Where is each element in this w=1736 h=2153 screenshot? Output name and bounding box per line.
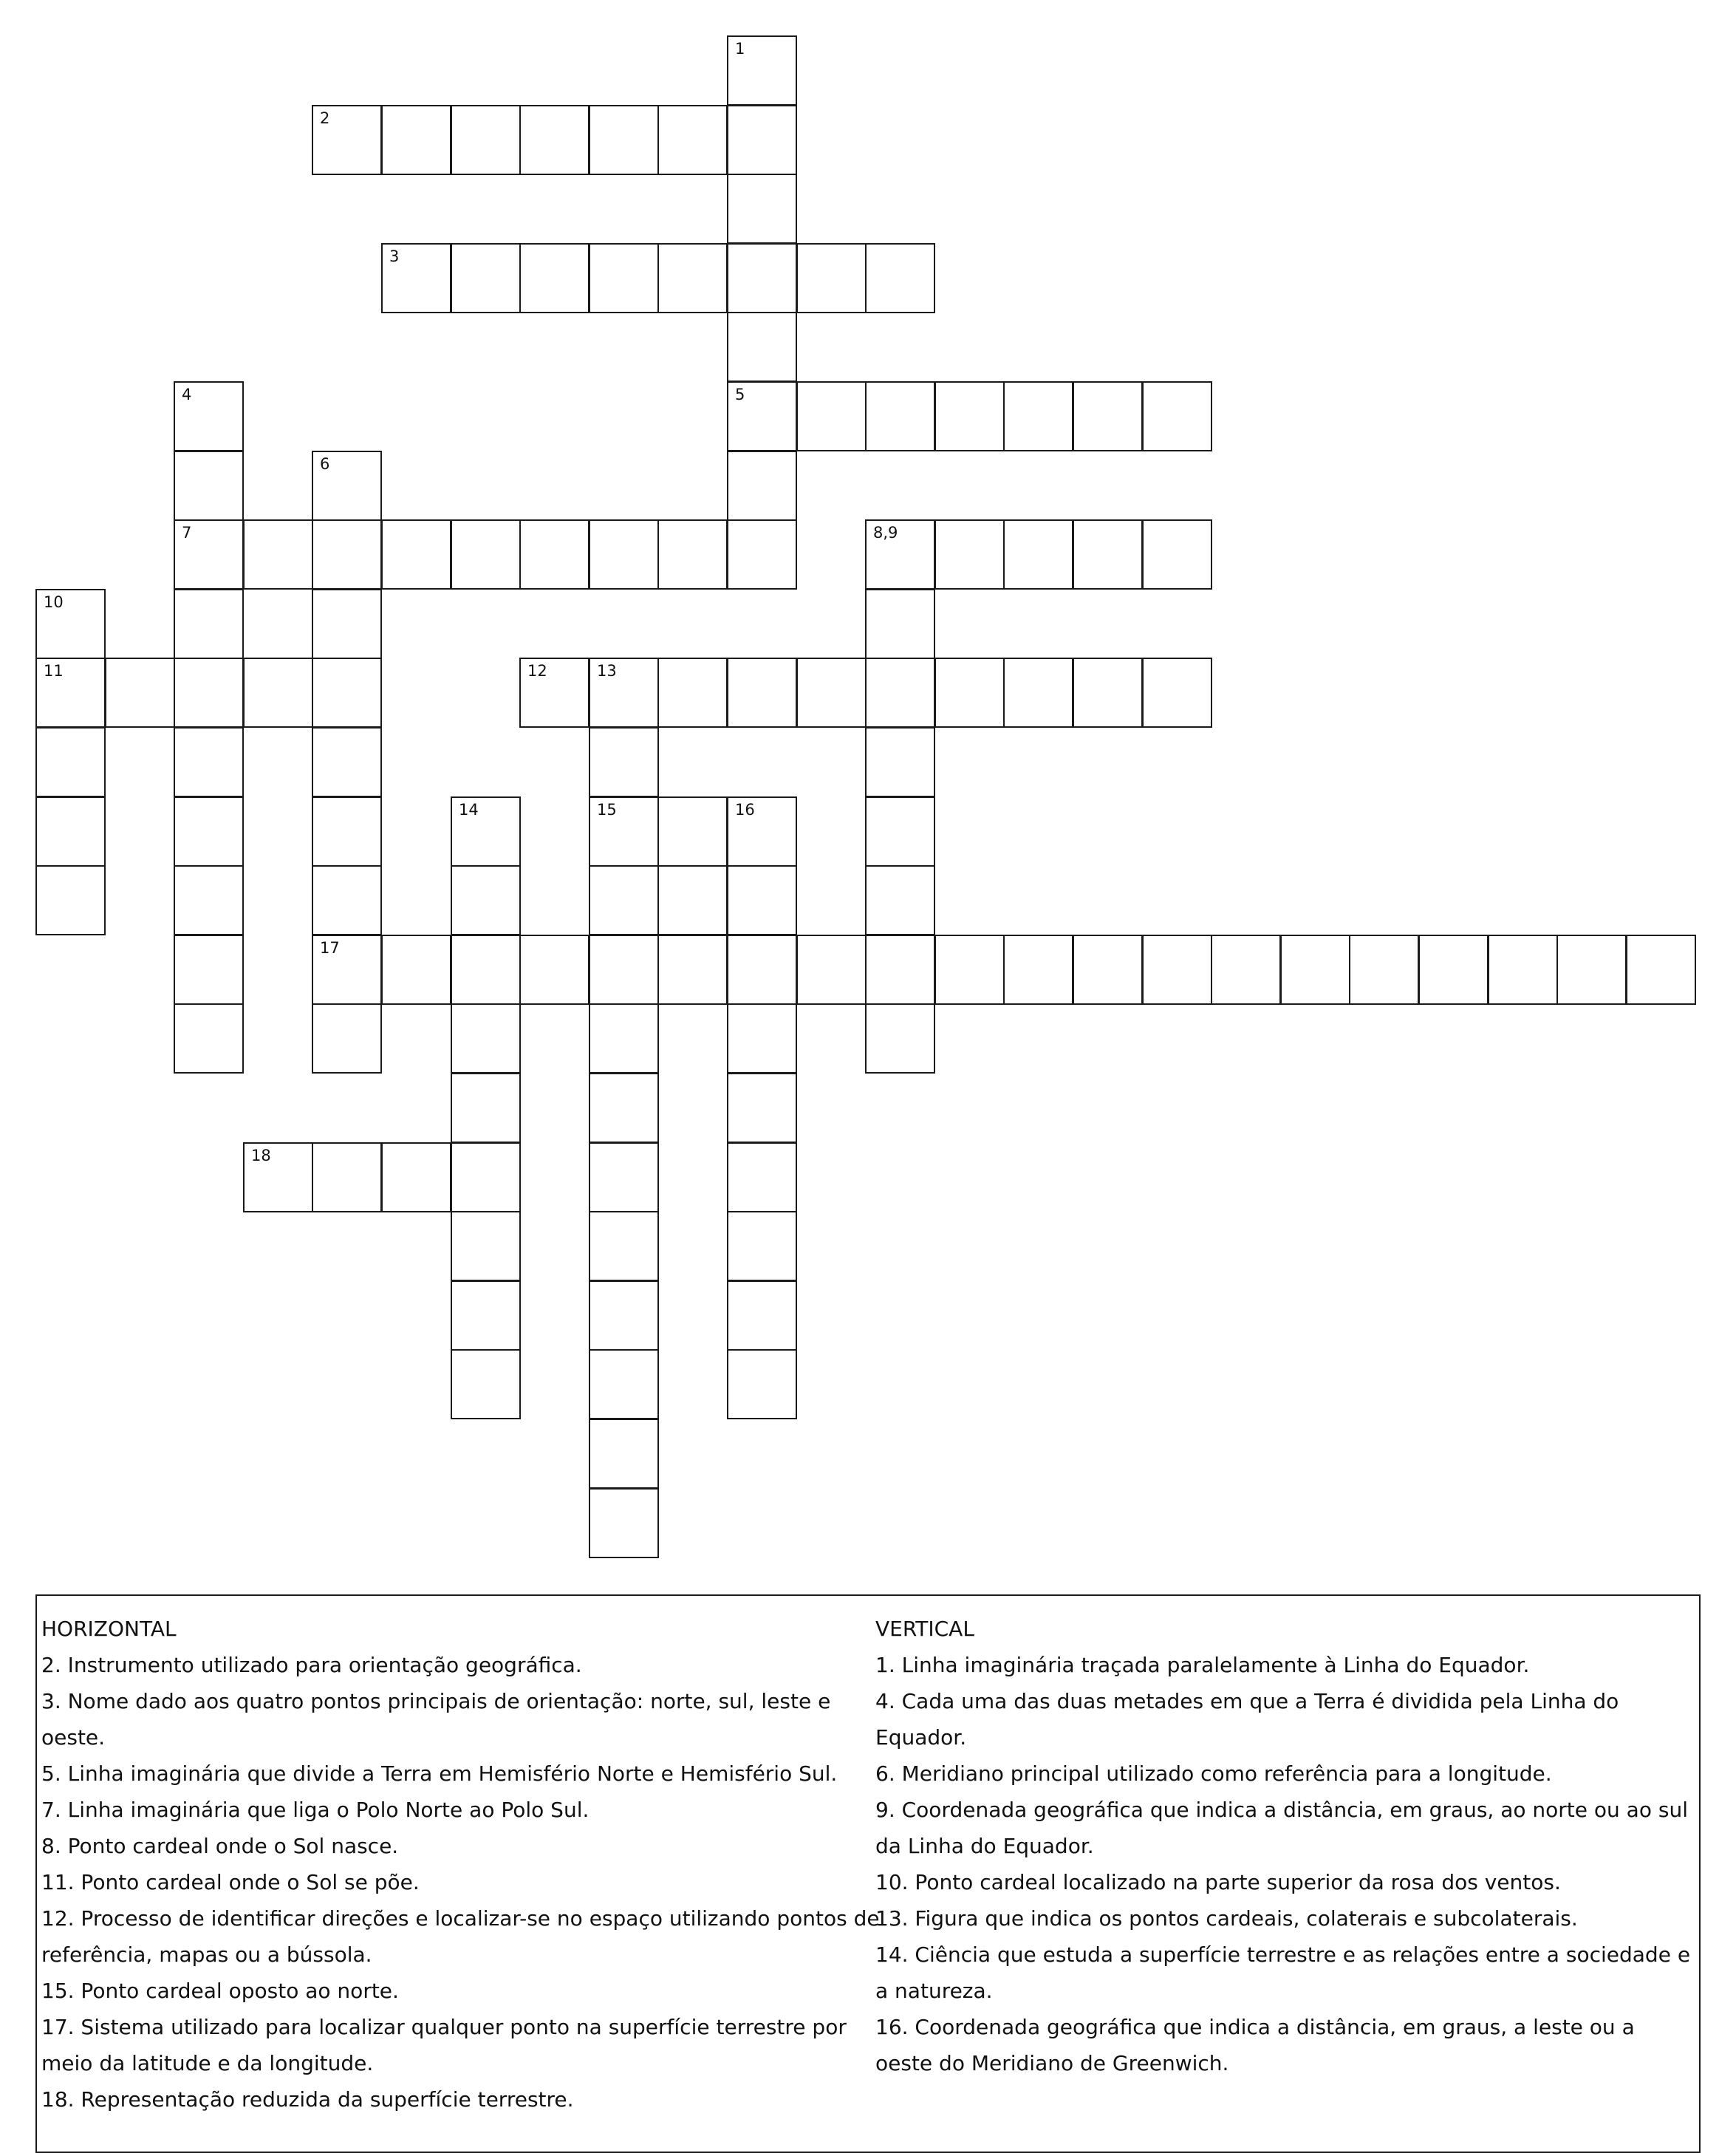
- crossword-cell[interactable]: [727, 935, 797, 1005]
- crossword-cell[interactable]: [934, 519, 1005, 590]
- crossword-cell[interactable]: [727, 658, 797, 728]
- crossword-cell[interactable]: [589, 1419, 659, 1489]
- crossword-cell[interactable]: [796, 935, 867, 1005]
- crossword-cell[interactable]: [727, 312, 797, 382]
- crossword-cell[interactable]: [865, 727, 935, 797]
- crossword-cell[interactable]: [381, 105, 451, 175]
- crossword-cell[interactable]: [312, 519, 382, 590]
- crossword-cell[interactable]: [1211, 935, 1281, 1005]
- clue-h-8: 8. Ponto cardeal onde o Sol nasce.: [41, 1834, 399, 1858]
- crossword-cell[interactable]: [381, 519, 451, 590]
- crossword-cell[interactable]: [1142, 381, 1212, 451]
- crossword-cell[interactable]: [381, 1142, 451, 1212]
- crossword-cell[interactable]: [934, 935, 1005, 1005]
- crossword-cell[interactable]: [657, 865, 728, 935]
- crossword-cell[interactable]: [589, 727, 659, 797]
- crossword-cell[interactable]: [727, 1073, 797, 1143]
- crossword-cell[interactable]: [727, 1003, 797, 1074]
- crossword-cell[interactable]: [519, 519, 590, 590]
- crossword-cell[interactable]: [589, 1211, 659, 1281]
- clue-v-10: 10. Ponto cardeal localizado na parte superior da rosa dos ventos.: [875, 1870, 1561, 1894]
- crossword-cell[interactable]: [1280, 935, 1350, 1005]
- clue-v-9: 9. Coordenada geográfica que indica a distância, em graus, ao norte ou ao sul da Linha do Equador.: [875, 1798, 1688, 1858]
- crossword-cell[interactable]: [727, 1349, 797, 1419]
- crossword-cell[interactable]: [727, 243, 797, 313]
- clue-h-11: 11. Ponto cardeal onde o Sol se põe.: [41, 1870, 420, 1894]
- crossword-cell[interactable]: [1073, 519, 1143, 590]
- crossword-cell[interactable]: [589, 105, 659, 175]
- clue-v-13: 13. Figura que indica os pontos cardeais, colaterais e subcolaterais.: [875, 1906, 1578, 1931]
- crossword-cell-8-9[interactable]: [865, 519, 935, 590]
- crossword-cell[interactable]: [451, 1211, 521, 1281]
- crossword-cell[interactable]: [105, 658, 175, 728]
- crossword-cell[interactable]: [451, 935, 521, 1005]
- crossword-cell-16[interactable]: [727, 796, 797, 867]
- crossword-cell-1[interactable]: [727, 35, 797, 106]
- crossword-cell[interactable]: [589, 865, 659, 935]
- crossword-cell[interactable]: [865, 658, 935, 728]
- crossword-cell-12[interactable]: [519, 658, 590, 728]
- crossword-cell[interactable]: [451, 1280, 521, 1351]
- crossword-cell[interactable]: [727, 174, 797, 244]
- crossword-cell[interactable]: [796, 658, 867, 728]
- crossword-cell[interactable]: [1556, 935, 1627, 1005]
- horizontal-clues: [41, 1611, 891, 2118]
- clue-v-14: 14. Ciência que estuda a superfície terrestre e as relações entre a sociedade e a natureza.: [875, 1942, 1691, 2003]
- crossword-cell[interactable]: [727, 1142, 797, 1212]
- crossword-cell[interactable]: [381, 935, 451, 1005]
- crossword-cell[interactable]: [657, 796, 728, 867]
- vertical-clues: [875, 1611, 1695, 2081]
- crossword-cell[interactable]: [451, 1349, 521, 1419]
- crossword-cell[interactable]: [312, 589, 382, 659]
- crossword-cell[interactable]: [35, 796, 106, 867]
- crossword-cell[interactable]: [243, 658, 313, 728]
- crossword-cell[interactable]: [451, 243, 521, 313]
- crossword-cell[interactable]: [312, 658, 382, 728]
- clue-h-7: 7. Linha imaginária que liga o Polo Norte ao Polo Sul.: [41, 1798, 590, 1822]
- crossword-cell[interactable]: [589, 1073, 659, 1143]
- crossword-cell[interactable]: [1142, 658, 1212, 728]
- clue-number: 14: [459, 801, 479, 819]
- crossword-cell[interactable]: [589, 243, 659, 313]
- crossword-cell-13[interactable]: [589, 658, 659, 728]
- crossword-cell[interactable]: [1003, 935, 1073, 1005]
- crossword-cell-2[interactable]: [312, 105, 382, 175]
- crossword-cell[interactable]: [934, 658, 1005, 728]
- clue-v-16: 16. Coordenada geográfica que indica a distância, em graus, a leste ou a oeste do Meridiano de Greenwich.: [875, 2015, 1635, 2075]
- crossword-cell[interactable]: [451, 1003, 521, 1074]
- crossword-cell[interactable]: [657, 243, 728, 313]
- crossword-cell[interactable]: [451, 1142, 521, 1212]
- crossword-cell[interactable]: [1073, 935, 1143, 1005]
- crossword-cell[interactable]: [174, 796, 244, 867]
- crossword-cell[interactable]: [796, 381, 867, 451]
- clue-h-17: 17. Sistema utilizado para localizar qualquer ponto na superfície terrestre por meio da latitude e da longitude.: [41, 2015, 847, 2075]
- crossword-cell[interactable]: [727, 1280, 797, 1351]
- clue-number: 18: [251, 1147, 271, 1164]
- crossword-cell[interactable]: [589, 1003, 659, 1074]
- crossword-cell[interactable]: [312, 796, 382, 867]
- clue-v-6: 6. Meridiano principal utilizado como referência para a longitude.: [875, 1761, 1552, 1786]
- clue-number: 11: [44, 662, 64, 680]
- crossword-cell-4[interactable]: [174, 381, 244, 451]
- clue-number: 2: [320, 109, 330, 127]
- crossword-cell[interactable]: [1073, 658, 1143, 728]
- crossword-cell[interactable]: [865, 865, 935, 935]
- clue-h-3: 3. Nome dado aos quatro pontos principais de orientação: norte, sul, leste e oeste.: [41, 1689, 831, 1750]
- crossword-cell[interactable]: [1488, 935, 1558, 1005]
- crossword-cell[interactable]: [865, 796, 935, 867]
- crossword-cell[interactable]: [312, 1003, 382, 1074]
- crossword-cell[interactable]: [727, 1211, 797, 1281]
- clue-h-2: 2. Instrumento utilizado para orientação geográfica.: [41, 1653, 582, 1677]
- crossword-cell[interactable]: [312, 727, 382, 797]
- crossword-cell[interactable]: [865, 589, 935, 659]
- crossword-cell[interactable]: [589, 1142, 659, 1212]
- crossword-cell[interactable]: [519, 105, 590, 175]
- crossword-cell[interactable]: [865, 381, 935, 451]
- clue-number: 17: [320, 939, 340, 957]
- clue-h-12: 12. Processo de identificar direções e localizar-se no espaço utilizando pontos de referência, mapas ou a bússola.: [41, 1906, 880, 1967]
- crossword-cell[interactable]: [1626, 935, 1696, 1005]
- clue-h-5: 5. Linha imaginária que divide a Terra em Hemisfério Norte e Hemisfério Sul.: [41, 1761, 838, 1786]
- crossword-cell-18[interactable]: [243, 1142, 313, 1212]
- clue-number: 1: [735, 40, 745, 58]
- crossword-cell[interactable]: [519, 243, 590, 313]
- crossword-cell[interactable]: [796, 243, 867, 313]
- crossword-cell[interactable]: [1142, 519, 1212, 590]
- crossword-cell[interactable]: [1073, 381, 1143, 451]
- crossword-cell[interactable]: [35, 865, 106, 935]
- crossword-cell[interactable]: [1003, 658, 1073, 728]
- crossword-cell[interactable]: [589, 519, 659, 590]
- clue-number: 7: [182, 524, 192, 542]
- crossword-cell[interactable]: [519, 935, 590, 1005]
- crossword-cell[interactable]: [451, 865, 521, 935]
- clue-h-18: 18. Representação reduzida da superfície terrestre.: [41, 2087, 574, 2112]
- crossword-cell[interactable]: [1003, 519, 1073, 590]
- crossword-cell[interactable]: [657, 519, 728, 590]
- crossword-cell[interactable]: [174, 589, 244, 659]
- crossword-cell[interactable]: [727, 451, 797, 521]
- clue-h-15: 15. Ponto cardeal oposto ao norte.: [41, 1979, 399, 2003]
- crossword-cell[interactable]: [451, 519, 521, 590]
- crossword-cell[interactable]: [589, 935, 659, 1005]
- crossword-cell[interactable]: [657, 105, 728, 175]
- crossword-cell-17[interactable]: [312, 935, 382, 1005]
- clue-v-4: 4. Cada uma das duas metades em que a Terra é dividida pela Linha do Equador.: [875, 1689, 1619, 1750]
- crossword-cell-7[interactable]: [174, 519, 244, 590]
- crossword-cell[interactable]: [934, 381, 1005, 451]
- clue-number: 12: [527, 662, 547, 680]
- crossword-cell[interactable]: [174, 658, 244, 728]
- crossword-cell-15[interactable]: [589, 796, 659, 867]
- crossword-cell[interactable]: [657, 658, 728, 728]
- crossword-cell-11[interactable]: [35, 658, 106, 728]
- crossword-cell[interactable]: [1142, 935, 1212, 1005]
- crossword-cell[interactable]: [589, 1280, 659, 1351]
- crossword-cell-5[interactable]: [727, 381, 797, 451]
- clue-v-1: 1. Linha imaginária traçada paralelamente à Linha do Equador.: [875, 1653, 1530, 1677]
- clue-number: 6: [320, 455, 330, 473]
- vertical-heading: VERTICAL: [875, 1617, 974, 1641]
- clue-number: 15: [597, 801, 617, 819]
- crossword-cell[interactable]: [1349, 935, 1419, 1005]
- clue-box: [35, 1594, 1701, 2153]
- crossword-cell-3[interactable]: [381, 243, 451, 313]
- crossword-cell[interactable]: [174, 935, 244, 1005]
- crossword-cell[interactable]: [865, 243, 935, 313]
- crossword-cell[interactable]: [1418, 935, 1489, 1005]
- crossword-cell[interactable]: [865, 1003, 935, 1074]
- crossword-cell[interactable]: [243, 519, 313, 590]
- crossword-cell-14[interactable]: [451, 796, 521, 867]
- crossword-cell-6[interactable]: [312, 451, 382, 521]
- crossword-cell[interactable]: [657, 935, 728, 1005]
- clue-number: 16: [735, 801, 755, 819]
- crossword-cell[interactable]: [312, 1142, 382, 1212]
- crossword-cell[interactable]: [589, 1488, 659, 1558]
- clue-number: 10: [44, 593, 64, 611]
- crossword-cell[interactable]: [174, 727, 244, 797]
- crossword-cell[interactable]: [174, 1003, 244, 1074]
- clue-number: 13: [597, 662, 617, 680]
- horizontal-heading: HORIZONTAL: [41, 1617, 177, 1641]
- crossword-cell[interactable]: [35, 727, 106, 797]
- crossword-cell[interactable]: [451, 1073, 521, 1143]
- crossword-cell[interactable]: [174, 865, 244, 935]
- crossword-cell[interactable]: [727, 105, 797, 175]
- clue-number: 8,9: [873, 524, 898, 542]
- crossword-cell[interactable]: [865, 935, 935, 1005]
- crossword-cell[interactable]: [312, 865, 382, 935]
- crossword-cell-10[interactable]: [35, 589, 106, 659]
- clue-number: 3: [389, 248, 400, 265]
- crossword-cell[interactable]: [727, 865, 797, 935]
- crossword-cell[interactable]: [589, 1349, 659, 1419]
- crossword-cell[interactable]: [1003, 381, 1073, 451]
- crossword-cell[interactable]: [727, 519, 797, 590]
- clue-number: 4: [182, 386, 192, 403]
- crossword-cell[interactable]: [451, 105, 521, 175]
- crossword-cell[interactable]: [174, 451, 244, 521]
- clue-number: 5: [735, 386, 745, 403]
